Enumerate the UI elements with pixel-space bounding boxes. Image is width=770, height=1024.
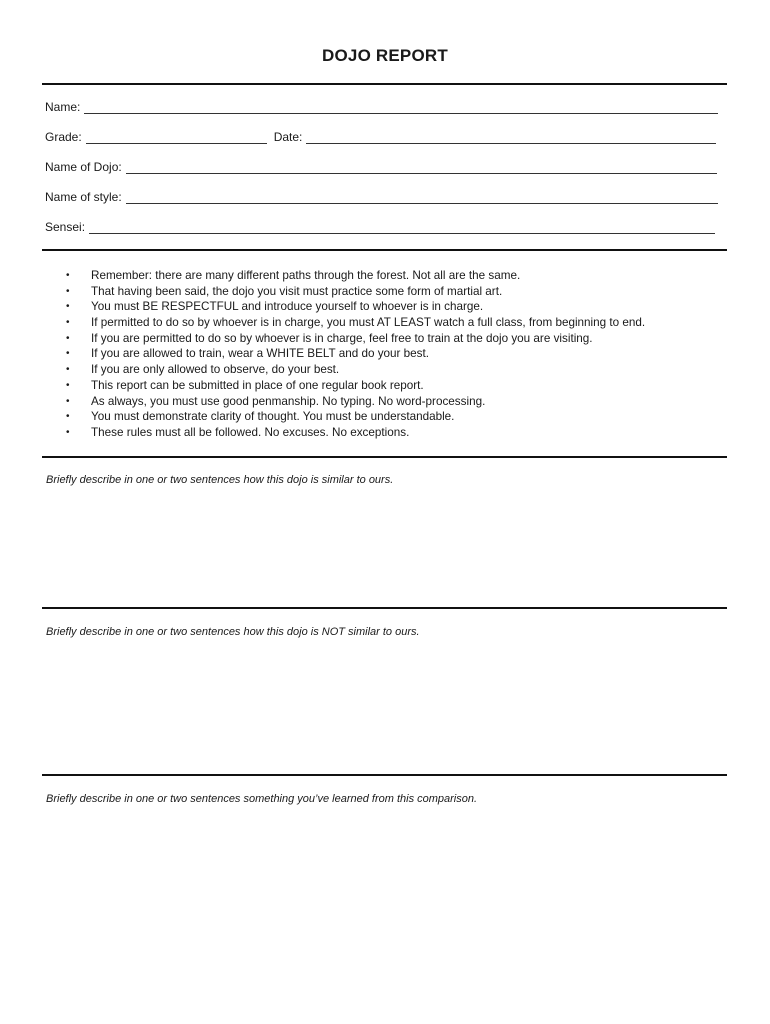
- rules-list: [66, 268, 645, 441]
- bullet-icon: •: [66, 411, 70, 423]
- rule-item: • Remember: there are many different paths through the forest. Not all are the same.: [66, 269, 521, 282]
- name-field[interactable]: [45, 100, 718, 114]
- rule-item: • These rules must all be followed. No excuses. No exceptions.: [66, 425, 410, 439]
- grade-label: Grade:: [45, 130, 82, 144]
- bullet-icon: •: [66, 379, 70, 391]
- sensei-field[interactable]: [45, 220, 715, 234]
- divider-similar: [42, 607, 727, 609]
- style-name-blank[interactable]: [126, 193, 718, 204]
- similar-prompt: Briefly describe in one or two sentences how this dojo is similar to ours.: [46, 474, 394, 486]
- bullet-icon: •: [66, 270, 70, 281]
- rule-item: • You must BE RESPECTFUL and introduce yourself to whoever is in charge.: [66, 300, 484, 314]
- dojo-name-label: Name of Dojo:: [45, 160, 122, 174]
- page-title: DOJO REPORT: [322, 46, 448, 65]
- grade-date-row: [45, 130, 716, 144]
- divider-rules: [42, 456, 727, 458]
- sensei-label: Sensei:: [45, 220, 86, 234]
- rule-item: • You must demonstrate clarity of thought. You must be understandable.: [66, 410, 455, 424]
- rule-item: • If you are allowed to train, wear a WHITE BELT and do your best.: [66, 347, 430, 361]
- rule-item: • That having been said, the dojo you visit must practice some form of martial art.: [66, 284, 503, 298]
- bullet-icon: •: [66, 364, 70, 376]
- bullet-icon: •: [66, 285, 70, 297]
- grade-blank[interactable]: [86, 133, 267, 144]
- bullet-icon: •: [66, 348, 70, 360]
- style-name-field[interactable]: [45, 190, 718, 204]
- date-label: Date:: [273, 130, 303, 144]
- bullet-icon: •: [66, 426, 70, 438]
- rule-item: • As always, you must use good penmanship. No typing. No word-processing.: [66, 394, 486, 408]
- dojo-name-blank[interactable]: [126, 163, 717, 174]
- date-blank[interactable]: [306, 133, 716, 144]
- rule-item: • This report can be submitted in place of one regular book report.: [66, 378, 424, 392]
- rule-item: • If you are only allowed to observe, do your best.: [66, 363, 340, 377]
- dojo-name-field[interactable]: [45, 160, 717, 174]
- name-label: Name:: [45, 100, 81, 114]
- bullet-icon: •: [66, 395, 70, 407]
- divider-fields: [42, 249, 727, 251]
- divider-not-similar: [42, 774, 727, 776]
- name-blank[interactable]: [84, 103, 718, 114]
- divider-top: [42, 83, 727, 85]
- learned-prompt: Briefly describe in one or two sentences something you’ve learned from this comparison.: [46, 793, 478, 805]
- bullet-icon: •: [66, 301, 70, 313]
- style-name-label: Name of style:: [45, 190, 122, 204]
- sensei-blank[interactable]: [89, 223, 715, 234]
- bullet-icon: •: [66, 332, 70, 344]
- bullet-icon: •: [66, 317, 70, 329]
- not-similar-prompt: Briefly describe in one or two sentences how this dojo is NOT similar to ours.: [46, 626, 420, 638]
- rule-item: • If permitted to do so by whoever is in charge, you must AT LEAST watch a full class, from beginning to end.: [66, 316, 646, 330]
- rule-item: • If you are permitted to do so by whoever is in charge, feel free to train at the dojo you are visiting.: [66, 331, 593, 345]
